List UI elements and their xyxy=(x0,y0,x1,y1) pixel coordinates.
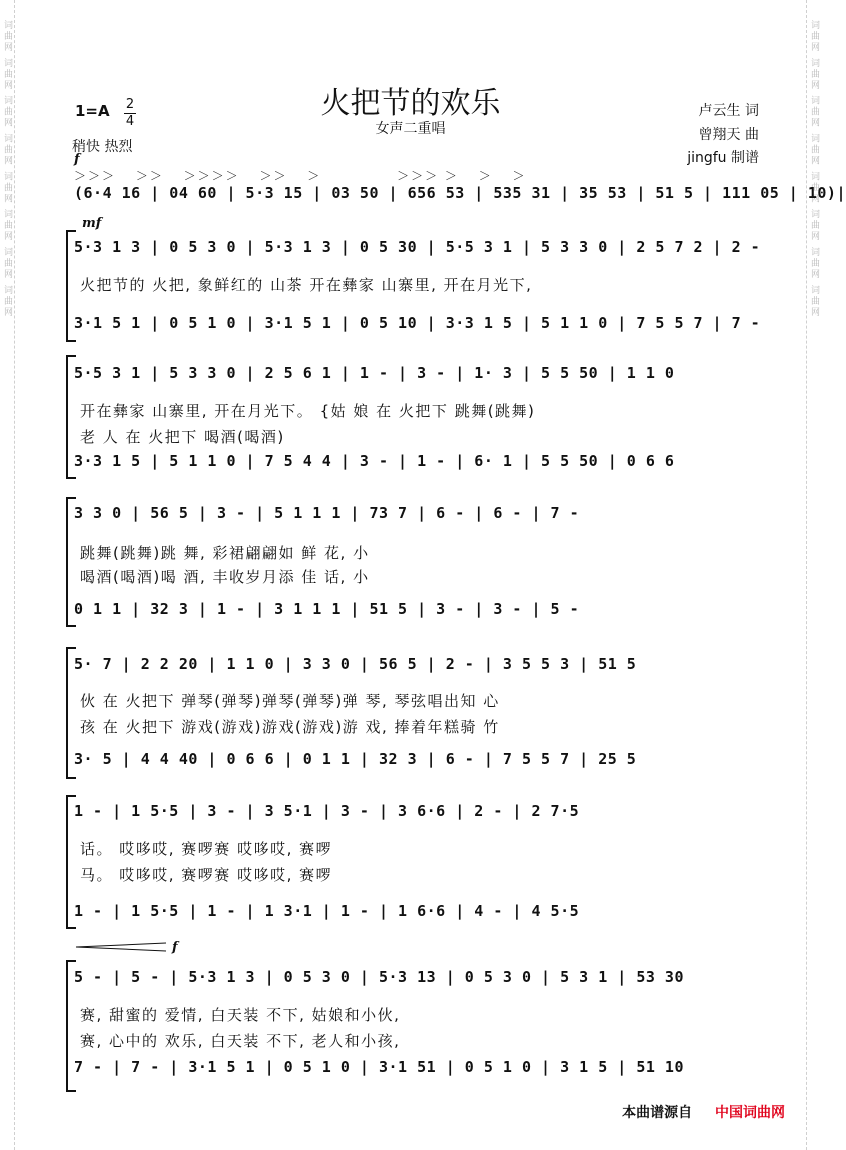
system-dynamic: mf xyxy=(82,216,102,231)
side-watermark-left: 词曲网 词曲网 词曲网 词曲网 词曲网 词曲网 词曲网 词曲网 xyxy=(2,20,12,319)
system-dynamic: f xyxy=(172,940,178,955)
lower-voice-notes: 0 1 1 | 32 3 | 1 - | 3 1 1 1 | 51 5 | 3 - | 3 - | 5 - xyxy=(74,600,580,618)
lyric-line: 开在彝家 山寨里, 开在月光下。 {姑 娘 在 火把下 跳舞(跳舞) xyxy=(80,402,536,420)
footer-source xyxy=(622,1102,785,1122)
lower-voice-notes: 7 - | 7 - | 3·1 5 1 | 0 5 1 0 | 3·1 51 | 0 5 1 0 | 3 1 5 | 51 10 xyxy=(74,1058,684,1076)
crescendo-hairpin xyxy=(76,942,166,952)
lyric-line: 话。 哎哆哎, 赛啰赛 哎哆哎, 赛啰 xyxy=(80,840,333,858)
lyric-line: 伙 在 火把下 弹琴(弹琴)弹琴(弹琴)弹 琴, 琴弦唱出知 心 xyxy=(80,692,500,710)
left-margin-strip xyxy=(0,0,15,1150)
intro-accents: ＞＞＞ ＞＞ ＞＞＞＞ ＞＞ ＞ ＞＞＞ ＞ ＞ ＞ xyxy=(74,169,527,183)
upper-voice-notes: 1 - | 1 5·5 | 3 - | 3 5·1 | 3 - | 3 6·6 | 2 - | 2 7·5 xyxy=(74,802,580,820)
source-site-link[interactable]: 中国词曲网 xyxy=(715,1105,785,1121)
intro-notes: (6·4 16 | 04 60 | 5·3 15 | 03 50 | 656 53 | 535 31 | 35 53 | 51 5 | 111 05 | 10)| xyxy=(74,184,846,202)
right-margin-strip xyxy=(806,0,821,1150)
lyric-line: 跳舞(跳舞)跳 舞, 彩裙翩翩如 鲜 花, 小 xyxy=(80,544,370,562)
lyric-line-2: 孩 在 火把下 游戏(游戏)游戏(游戏)游 戏, 捧着年糕骑 竹 xyxy=(80,718,500,736)
lyric-line-2: 喝酒(喝酒)喝 酒, 丰收岁月添 佳 话, 小 xyxy=(80,568,370,586)
lyric-line-2: 老 人 在 火把下 喝酒(喝酒) xyxy=(80,428,285,446)
lower-voice-notes: 3· 5 | 4 4 40 | 0 6 6 | 0 1 1 | 32 3 | 6 - | 7 5 5 7 | 25 5 xyxy=(74,750,637,768)
lower-voice-notes: 3·3 1 5 | 5 1 1 0 | 7 5 4 4 | 3 - | 1 - | 6· 1 | 5 5 50 | 0 6 6 xyxy=(74,452,675,470)
lyricist-credit: 卢云生 词 xyxy=(698,103,759,119)
lyric-line-2: 马。 哎哆哎, 赛啰赛 哎哆哎, 赛啰 xyxy=(80,866,333,884)
arranger-credit: jingfu 制谱 xyxy=(687,150,759,166)
time-top: 2 xyxy=(125,97,135,112)
source-label: 本曲谱源自 xyxy=(622,1105,693,1121)
upper-voice-notes: 5· 7 | 2 2 20 | 1 1 0 | 3 3 0 | 56 5 | 2 - | 3 5 5 3 | 51 5 xyxy=(74,655,637,673)
song-title: 火把节的欢乐 xyxy=(320,86,501,121)
upper-voice-notes: 3 3 0 | 56 5 | 3 - | 5 1 1 1 | 73 7 | 6 - | 6 - | 7 - xyxy=(74,504,580,522)
upper-voice-notes: 5·3 1 3 | 0 5 3 0 | 5·3 1 3 | 0 5 30 | 5·5 3 1 | 5 3 3 0 | 2 5 7 2 | 2 - xyxy=(74,238,761,256)
upper-voice-notes: 5·5 3 1 | 5 3 3 0 | 2 5 6 1 | 1 - | 3 - | 1· 3 | 5 5 50 | 1 1 0 xyxy=(74,364,675,382)
intro-dynamic: f xyxy=(74,152,80,167)
lyric-line-2: 赛, 心中的 欢乐, 白天装 不下, 老人和小孩, xyxy=(80,1032,401,1050)
time-signature xyxy=(124,98,136,129)
song-subtitle: 女声二重唱 xyxy=(375,121,446,137)
lyric-line: 赛, 甜蜜的 爱情, 白天装 不下, 姑娘和小伙, xyxy=(80,1006,401,1024)
tempo-marking: 稍快 热烈 xyxy=(72,139,133,155)
side-watermark-right: 词曲网 词曲网 词曲网 词曲网 词曲网 词曲网 词曲网 词曲网 xyxy=(809,20,819,319)
lyric-line: 火把节的 火把, 象鲜红的 山茶 开在彝家 山寨里, 开在月光下, xyxy=(80,276,533,294)
upper-voice-notes: 5 - | 5 - | 5·3 1 3 | 0 5 3 0 | 5·3 13 | 0 5 3 0 | 5 3 1 | 53 30 xyxy=(74,968,684,986)
time-bottom: 4 xyxy=(125,114,135,129)
key-signature: 1=A xyxy=(75,102,110,120)
composer-credit: 曾翔天 曲 xyxy=(698,127,759,143)
lower-voice-notes: 1 - | 1 5·5 | 1 - | 1 3·1 | 1 - | 1 6·6 | 4 - | 4 5·5 xyxy=(74,902,580,920)
lower-voice-notes: 3·1 5 1 | 0 5 1 0 | 3·1 5 1 | 0 5 10 | 3·3 1 5 | 5 1 1 0 | 7 5 5 7 | 7 - xyxy=(74,314,761,332)
